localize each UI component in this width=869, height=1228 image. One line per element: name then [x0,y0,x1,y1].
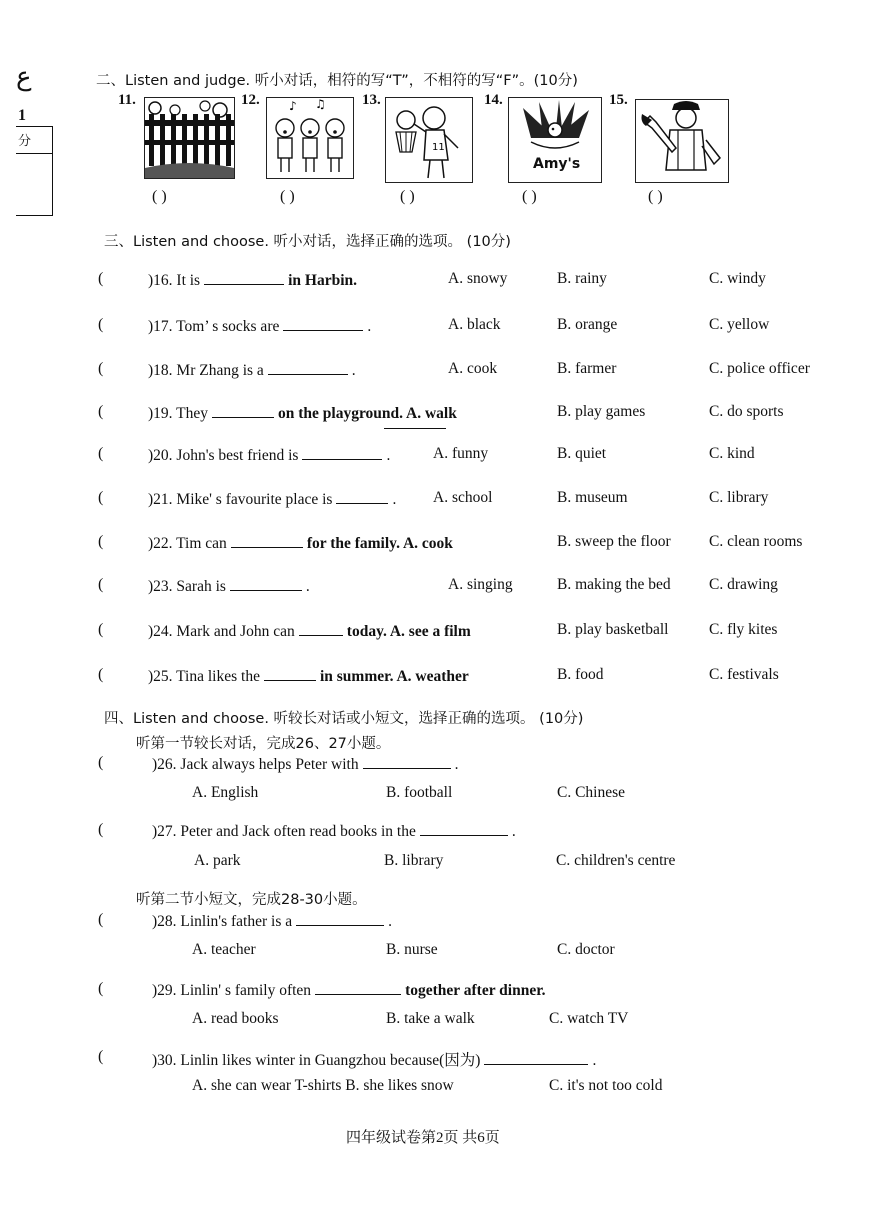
answer-paren-22[interactable]: ( [98,533,104,550]
question-24-tail: today. A. see a film [346,623,471,640]
question-27-stem [152,821,516,841]
question-26-stem [152,754,459,774]
question-22-stem [148,533,453,553]
question-21-option-a[interactable]: A. school [433,489,493,506]
question-30-option-c[interactable]: C. it's not too cold [549,1077,663,1094]
question-27-option-c[interactable]: C. children's centre [556,852,676,869]
answer-paren-19[interactable]: ( [98,403,104,420]
svg-text:♪: ♪ [289,99,297,113]
question-16-stem [148,270,357,290]
question-24-option-c[interactable]: C. fly kites [709,621,778,638]
question-26-option-c[interactable]: C. Chinese [557,784,626,801]
question-28-option-c[interactable]: C. doctor [557,941,615,958]
question-28-stem [152,911,392,931]
answer-paren-28[interactable]: ( [98,911,104,928]
item-12-answer-parens[interactable]: ( ) [280,188,295,205]
answer-blank-29[interactable] [315,980,401,995]
section4-part1-instruction: 听第一节较长对话，完成26、27小题。 [136,736,391,752]
score-box-divider [16,153,52,154]
answer-paren-24[interactable]: ( [98,621,104,638]
answer-paren-29[interactable]: ( [98,980,104,997]
question-25-option-b[interactable]: B. food [557,666,604,683]
question-17-tail: . [367,318,372,335]
question-18-text: )18. Mr Zhang is a [148,362,264,379]
q19-underline-mark [384,428,446,429]
question-24-stem [148,621,471,641]
question-24-text: )24. Mark and John can [148,623,295,640]
question-25-tail: in summer. A. weather [319,668,469,685]
answer-paren-25[interactable]: ( [98,666,104,683]
question-20-option-c[interactable]: C. kind [709,445,755,462]
item-13-number: 13. [362,92,381,108]
question-17-option-b[interactable]: B. orange [557,316,618,333]
answer-blank-21[interactable] [336,489,388,504]
answer-paren-20[interactable]: ( [98,445,104,462]
question-30-tail: . [592,1052,597,1069]
answer-paren-30[interactable]: ( [98,1048,104,1065]
question-16-option-a[interactable]: A. snowy [448,270,508,287]
question-27-tail: . [511,823,516,840]
item-14-number: 14. [484,92,503,108]
question-17-option-c[interactable]: C. yellow [709,316,770,333]
question-23-option-a[interactable]: A. singing [448,576,513,593]
question-22-option-c[interactable]: C. clean rooms [709,533,803,550]
question-19-text: )19. They [148,405,208,422]
item-11-number: 11. [118,92,136,108]
question-29-option-a[interactable]: A. read books [192,1010,279,1027]
question-30-option-a[interactable]: A. she can wear T-shirts B. she likes snow [192,1077,454,1094]
answer-blank-25[interactable] [264,666,316,681]
question-29-stem [152,980,546,1000]
answer-blank-16[interactable] [204,270,284,285]
margin-score-unit: 分 [18,133,32,148]
question-28-option-b[interactable]: B. nurse [386,941,438,958]
answer-blank-18[interactable] [268,360,348,375]
question-19-tail: on the playground. A. walk [277,405,457,422]
question-17-option-a[interactable]: A. black [448,316,501,333]
section4-title: 四、Listen and choose. 听较长对话或小短文，选择正确的选项。 (10分) [104,711,584,727]
question-20-tail: . [386,447,391,464]
question-30-stem [152,1048,596,1070]
boy-playing-basketball-picture [385,97,473,183]
question-26-option-b[interactable]: B. football [386,784,453,801]
item-12-number: 12. [241,92,260,108]
item-11-answer-parens[interactable]: ( ) [152,188,167,205]
question-20-option-b[interactable]: B. quiet [557,445,607,462]
question-23-option-b[interactable]: B. making the bed [557,576,671,593]
question-25-stem [148,666,469,686]
question-22-option-b[interactable]: B. sweep the floor [557,533,671,550]
answer-paren-17[interactable]: ( [98,316,104,333]
svg-text:♫: ♫ [315,98,326,111]
question-21-stem [148,489,396,509]
question-24-option-b[interactable]: B. play basketball [557,621,669,638]
margin-mark: ع [16,62,32,91]
answer-blank-20[interactable] [302,445,382,460]
question-27-option-b[interactable]: B. library [384,852,444,869]
question-28-text: )28. Linlin's father is a [152,913,293,930]
question-20-text: )20. John's best friend is [148,447,299,464]
question-19-option-b[interactable]: B. play games [557,403,646,420]
answer-blank-19[interactable] [212,403,274,418]
question-23-option-c[interactable]: C. drawing [709,576,778,593]
question-18-option-b[interactable]: B. farmer [557,360,617,377]
answer-paren-16[interactable]: ( [98,270,104,287]
question-27-text: )27. Peter and Jack often read books in the [152,823,416,840]
question-16-text: )16. It is [148,272,201,289]
question-30-text: )30. Linlin likes winter in Guangzhou because(因为) [152,1052,481,1069]
answer-paren-27[interactable]: ( [98,821,104,838]
answer-blank-24[interactable] [299,621,343,636]
question-19-stem [148,403,457,423]
question-17-stem [148,316,371,336]
page-footer: 四年级试卷第2页 共6页 [346,1130,500,1146]
question-23-text: )23. Sarah is [148,578,226,595]
question-18-option-c[interactable]: C. police officer [709,360,810,377]
question-16-option-c[interactable]: C. windy [709,270,766,287]
question-29-option-b[interactable]: B. take a walk [386,1010,475,1027]
item-14-answer-parens[interactable]: ( ) [522,188,537,205]
question-26-text: )26. Jack always helps Peter with [152,756,359,773]
question-21-tail: . [392,491,397,508]
amys-label: Amy's [533,156,581,172]
item-15-answer-parens[interactable]: ( ) [648,188,663,205]
question-18-stem [148,360,356,380]
question-18-option-a[interactable]: A. cook [448,360,498,377]
answer-paren-18[interactable]: ( [98,360,104,377]
section4-part2-instruction: 听第二节小短文，完成28-30小题。 [136,892,367,908]
question-22-text: )22. Tim can [148,535,227,552]
answer-blank-22[interactable] [231,533,303,548]
question-20-option-a[interactable]: A. funny [433,445,489,462]
question-29-option-c[interactable]: C. watch TV [549,1010,629,1027]
amys-turkey-picture [508,97,602,183]
question-28-option-a[interactable]: A. teacher [192,941,256,958]
question-18-tail: . [351,362,356,379]
question-23-stem [148,576,310,596]
answer-paren-23[interactable]: ( [98,576,104,593]
section3-title: 三、Listen and choose. 听小对话，选择正确的选项。 (10分) [104,234,511,250]
question-19-option-c[interactable]: C. do sports [709,403,784,420]
fence-garden-picture [144,97,235,179]
section2-title: 二、Listen and judge. 听小对话，相符的写“T”，不相符的写“F”。(10分) [96,73,578,89]
question-21-option-b[interactable]: B. museum [557,489,628,506]
question-20-stem [148,445,390,465]
answer-blank-23[interactable] [230,576,302,591]
question-23-tail: . [305,578,310,595]
question-21-option-c[interactable]: C. library [709,489,769,506]
answer-blank-27[interactable] [420,821,508,836]
mechanic-with-wrench-picture [635,99,729,183]
question-21-text: )21. Mike' s favourite place is [148,491,333,508]
question-29-tail: together after dinner. [405,982,546,999]
margin-score: 1 [18,107,26,124]
question-25-option-c[interactable]: C. festivals [709,666,779,683]
answer-paren-21[interactable]: ( [98,489,104,506]
question-16-tail: in Harbin. [288,272,358,289]
answer-blank-30[interactable] [484,1050,588,1065]
question-26-tail: . [454,756,459,773]
answer-blank-26[interactable] [363,754,451,769]
question-17-text: )17. Tom’ s socks are [148,318,280,335]
question-26-option-a[interactable]: A. English [192,784,259,801]
item-15-number: 15. [609,92,628,108]
children-singing-picture [266,97,354,179]
svg-text:11: 11 [432,142,445,153]
answer-blank-17[interactable] [283,316,363,331]
item-13-answer-parens[interactable]: ( ) [400,188,415,205]
question-28-tail: . [388,913,392,930]
answer-blank-28[interactable] [296,911,384,926]
question-29-text: )29. Linlin' s family often [152,982,312,999]
question-22-tail: for the family. A. cook [306,535,453,552]
question-27-option-a[interactable]: A. park [194,852,241,869]
question-16-option-b[interactable]: B. rainy [557,270,607,287]
answer-paren-26[interactable]: ( [98,754,104,771]
question-25-text: )25. Tina likes the [148,668,260,685]
